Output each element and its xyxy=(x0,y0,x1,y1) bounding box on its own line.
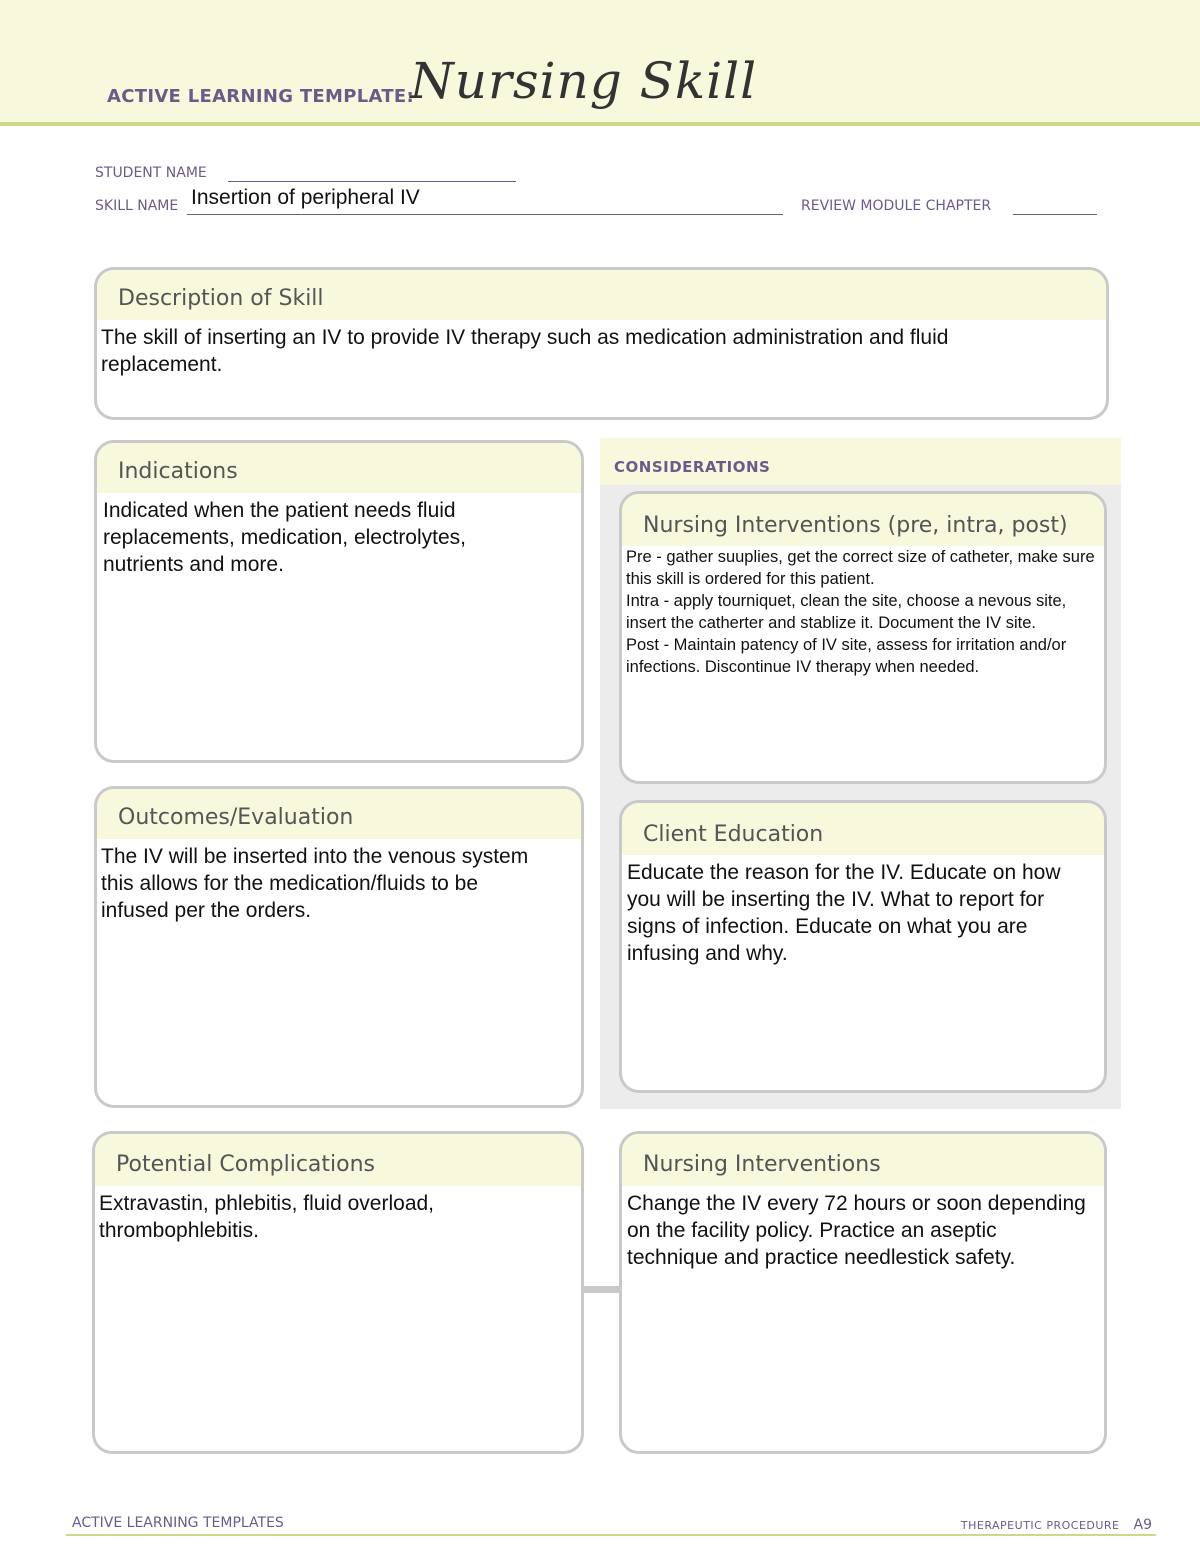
footer-section: THERAPEUTIC PROCEDURE xyxy=(960,1519,1120,1532)
footer-divider xyxy=(66,1534,1156,1536)
complications-heading: Potential Complications xyxy=(95,1134,581,1186)
complications-box xyxy=(92,1131,584,1454)
box-connector xyxy=(583,1286,621,1293)
page-number: A9 xyxy=(1133,1517,1152,1533)
template-label: ACTIVE LEARNING TEMPLATE: xyxy=(107,86,414,107)
outcomes-text[interactable]: The IV will be inserted into the venous system this allows for the medication/fluids to be infused per the orders. xyxy=(101,845,529,922)
client-education-text[interactable]: Educate the reason for the IV. Educate on how you will be inserting the IV. What to report for signs of infection. Educate on what you are infusing and why. xyxy=(627,861,1061,965)
nursing-interventions-ppp-text[interactable] xyxy=(622,546,1104,678)
nursing-interventions-ppp-box xyxy=(619,491,1107,784)
footer-right xyxy=(961,1517,1152,1533)
footer-left: ACTIVE LEARNING TEMPLATES xyxy=(72,1515,284,1531)
client-education-heading: Client Education xyxy=(622,803,1104,855)
intervention-pre: Pre - gather suuplies, get the correct size of catheter, make sure this skill is ordered for this patient. xyxy=(626,548,1095,588)
outcomes-box xyxy=(94,786,584,1108)
skill-name-value: Insertion of peripheral IV xyxy=(191,186,420,209)
page-title: Nursing Skill xyxy=(410,52,758,110)
student-name-label: STUDENT NAME xyxy=(95,165,207,181)
header-divider xyxy=(0,122,1200,126)
outcomes-heading: Outcomes/Evaluation xyxy=(97,789,581,839)
nursing-interventions-box xyxy=(619,1131,1107,1454)
indications-box xyxy=(94,440,584,763)
intervention-intra: Intra - apply tourniquet, clean the site, choose a nevous site, insert the catherter and stablize it. Document the IV site. xyxy=(626,592,1067,632)
review-module-field[interactable] xyxy=(1013,214,1097,215)
description-text[interactable]: The skill of inserting an IV to provide IV therapy such as medication administration and fluid replacement. xyxy=(101,326,949,376)
indications-heading: Indications xyxy=(97,443,581,493)
intervention-post: Post - Maintain patency of IV site, assess for irritation and/or infections. Discontinue IV therapy when needed. xyxy=(626,636,1067,676)
description-box xyxy=(94,267,1109,420)
student-name-field[interactable] xyxy=(228,181,516,182)
indications-text[interactable]: Indicated when the patient needs fluid replacements, medication, electrolytes, nutrients and more. xyxy=(103,499,466,576)
nursing-interventions-text[interactable]: Change the IV every 72 hours or soon depending on the facility policy. Practice an aseptic technique and practice needlestick safety. xyxy=(627,1192,1086,1269)
review-module-label: REVIEW MODULE CHAPTER xyxy=(801,198,992,214)
complications-text[interactable]: Extravastin, phlebitis, fluid overload, thrombophlebitis. xyxy=(99,1192,435,1242)
skill-name-field[interactable] xyxy=(187,214,783,215)
considerations-title: CONSIDERATIONS xyxy=(614,458,771,476)
nursing-interventions-ppp-heading: Nursing Interventions (pre, intra, post) xyxy=(622,494,1104,546)
nursing-interventions-heading: Nursing Interventions xyxy=(622,1134,1104,1186)
client-education-box xyxy=(619,800,1107,1093)
description-heading: Description of Skill xyxy=(97,270,1106,320)
skill-name-label: SKILL NAME xyxy=(95,198,179,214)
